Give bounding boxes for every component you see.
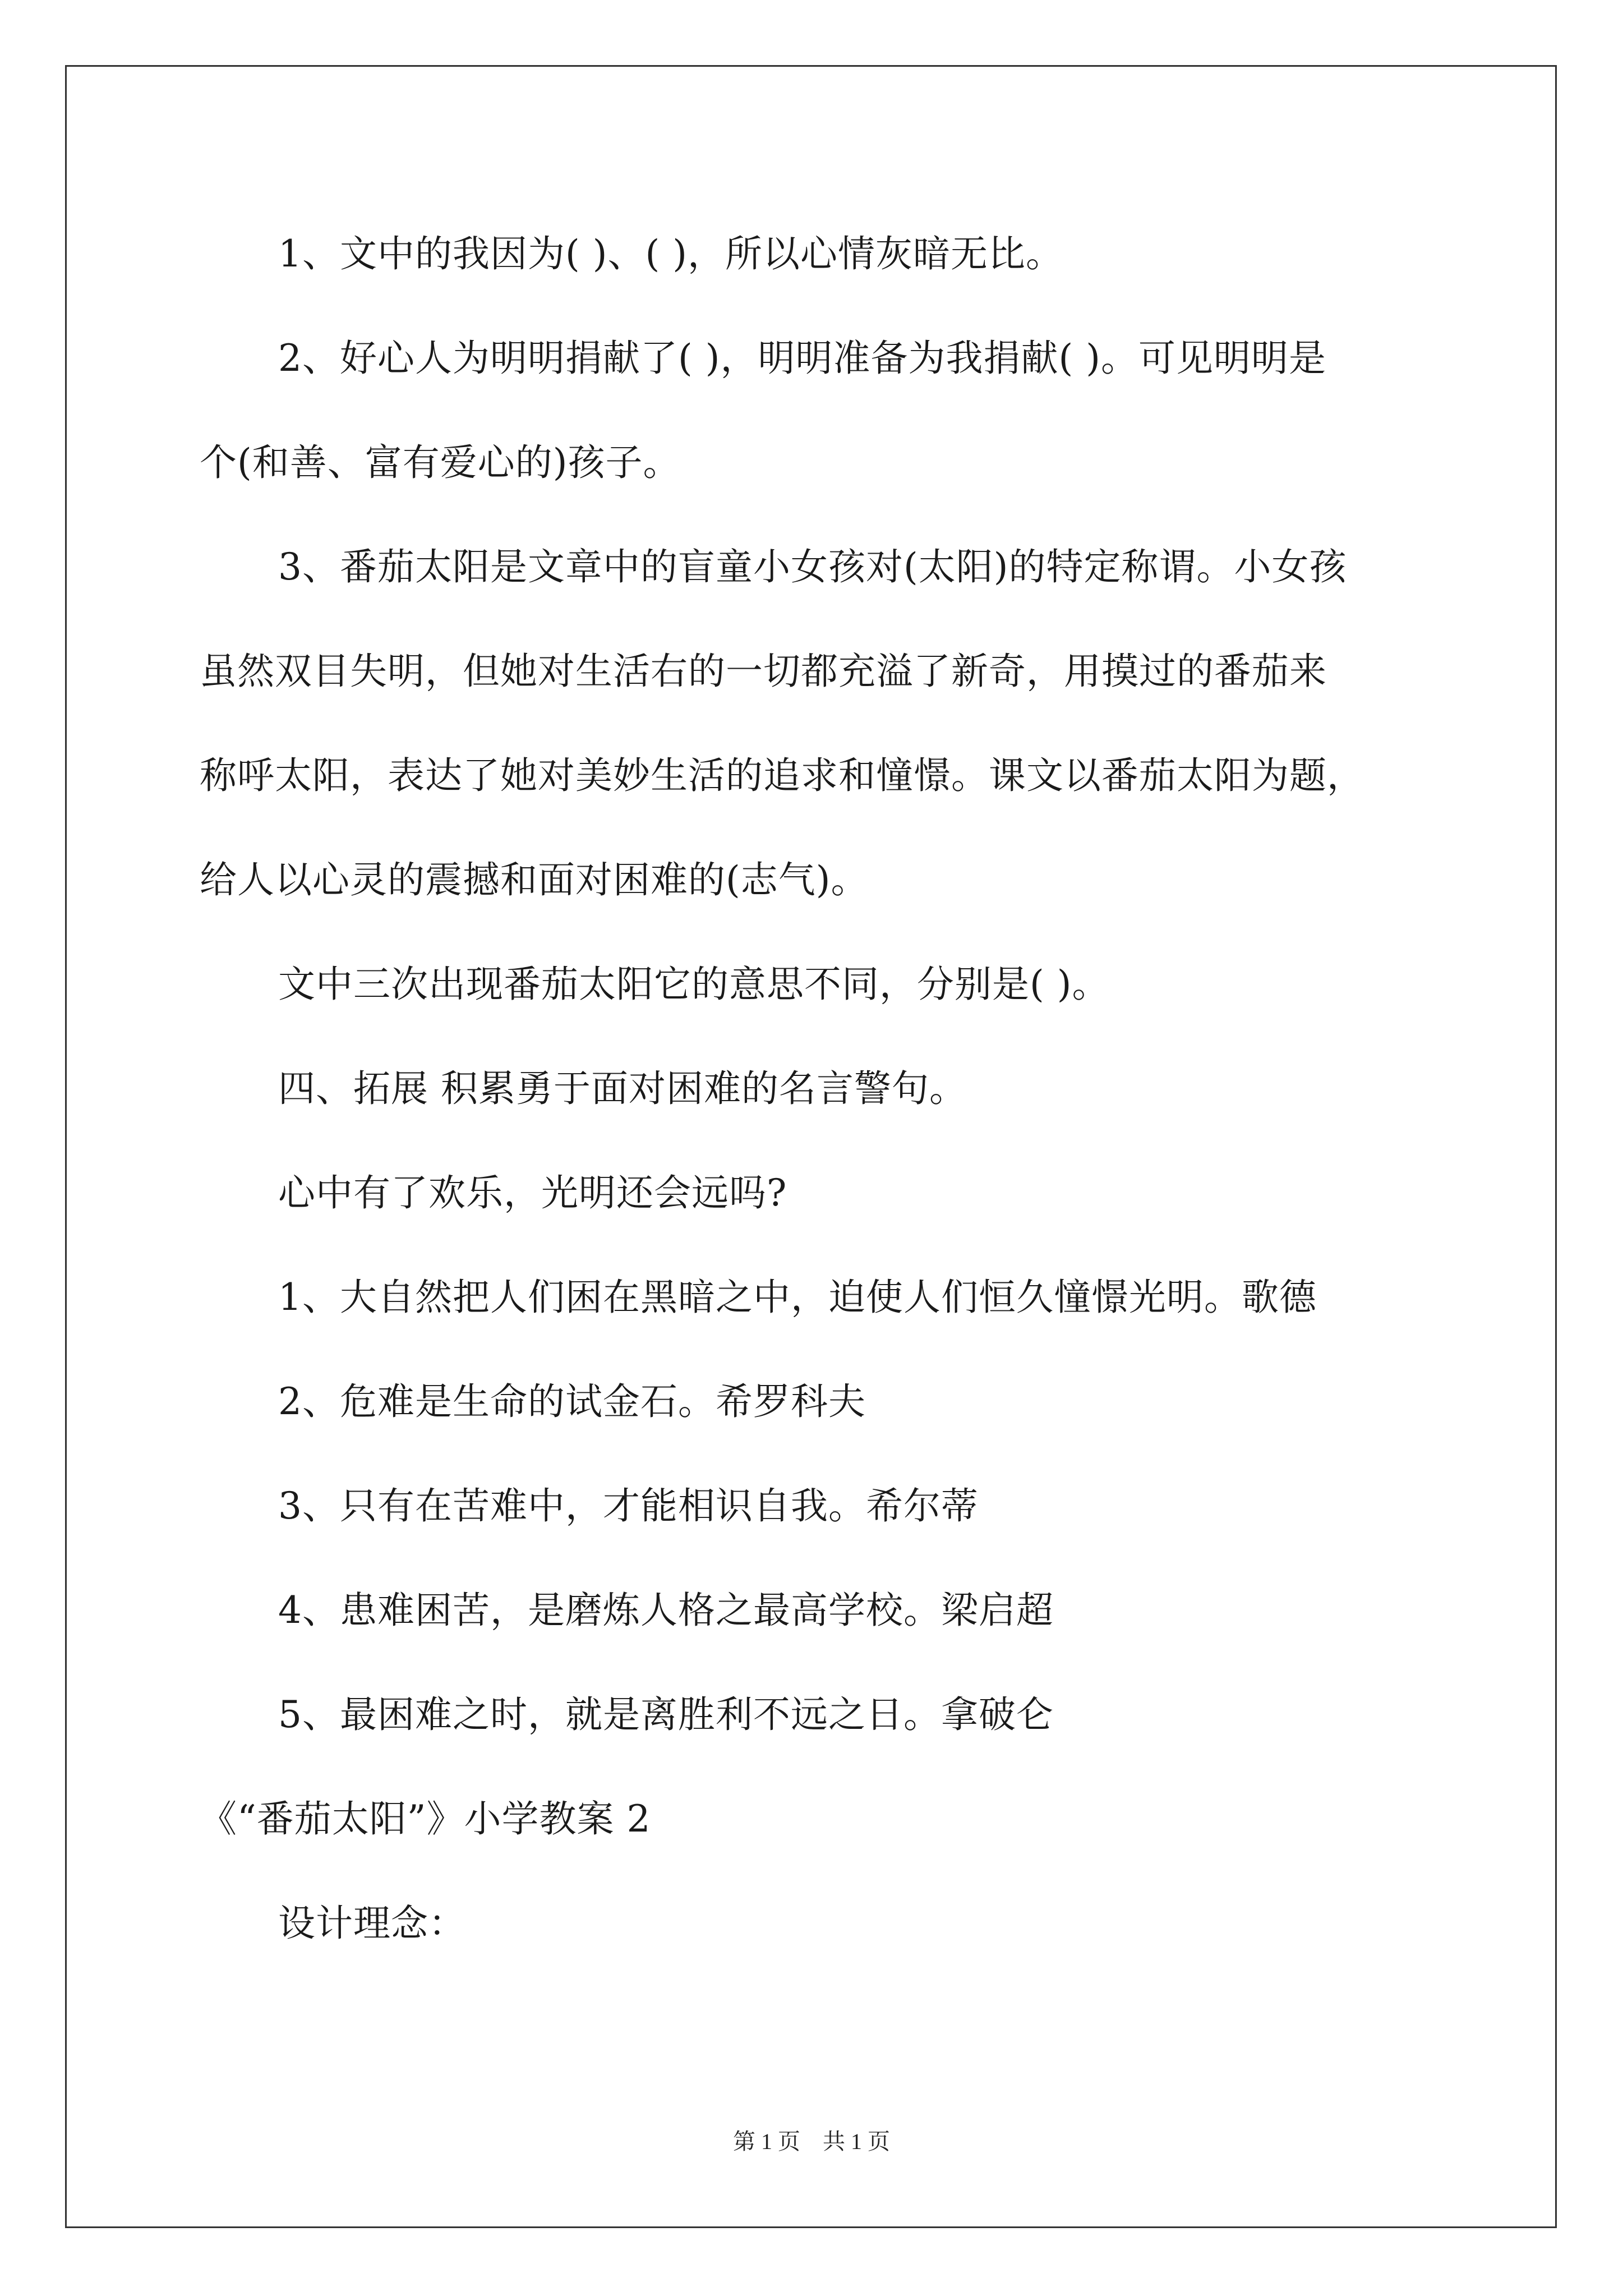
page-number-footer: 第 1 页 共 1 页 [733,2129,890,2154]
question-3-continued-line-2: 称呼太阳，表达了她对美妙生活的追求和憧憬。课文以番茄太阳为题， [200,754,1364,797]
question-3-continued-line-1: 虽然双目失明，但她对生活右的一切都充溢了新奇，用摸过的番茄来 [200,650,1327,693]
question-1-line: 1、文中的我因为( )、( )，所以心情灰暗无比。 [278,232,1063,275]
quote-intro-line: 心中有了欢乐，光明还会远吗? [278,1171,787,1214]
lesson-plan-title: 《“番茄太阳”》小学教案 2 [200,1797,651,1841]
design-concept-heading: 设计理念： [278,1902,466,1945]
quote-1-line: 1、大自然把人们困在黑暗之中，迫使人们恒久憧憬光明。歌德 [278,1276,1317,1319]
quote-3-line: 3、只有在苦难中，才能相识自我。希尔蒂 [278,1484,979,1527]
section-four-heading: 四、拓展 积累勇于面对困难的名言警句。 [278,1067,967,1110]
quote-2-line: 2、危难是生命的试金石。希罗科夫 [278,1380,866,1423]
question-2-line: 2、好心人为明明捐献了( )，明明准备为我捐献( )。可见明明是 [278,337,1326,380]
question-3-continued-line-3: 给人以心灵的震撼和面对困难的(志气)。 [200,858,869,901]
question-2-continued-line: 个(和善、富有爱心的)孩子。 [200,441,681,484]
quote-4-line: 4、患难困苦，是磨炼人格之最高学校。梁启超 [278,1589,1054,1632]
question-3-line: 3、番茄太阳是文章中的盲童小女孩对(太阳)的特定称谓。小女孩 [278,545,1347,588]
quote-5-line: 5、最困难之时，就是离胜利不远之日。拿破仑 [278,1693,1054,1736]
tomato-sun-meaning-line: 文中三次出现番茄太阳它的意思不同，分别是( )。 [278,963,1110,1006]
